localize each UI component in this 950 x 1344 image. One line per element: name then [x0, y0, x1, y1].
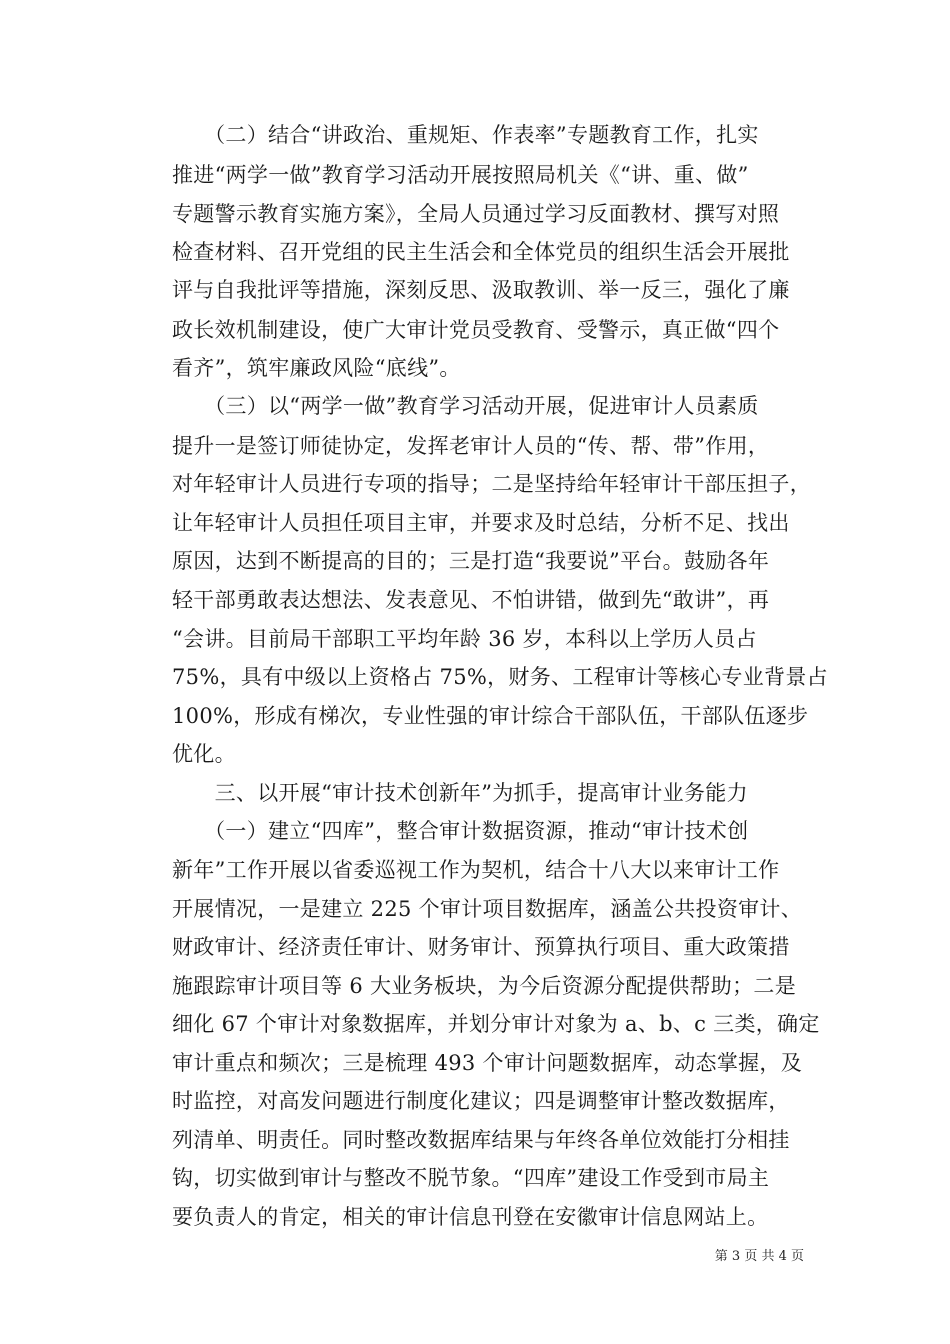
- paragraph-line: （三）以“两学一做”教育学习活动开展，促进审计人员素质: [172, 394, 759, 418]
- paragraph-line: 对年轻审计人员进行专项的指导；二是坚持给年轻审计干部压担子，: [172, 472, 811, 496]
- paragraph-line: 细化 67 个审计对象数据库，并划分审计对象为 a、b、c 三类，确定: [172, 1012, 820, 1036]
- page-number: 第 3 页 共 4 页: [714, 1249, 804, 1264]
- paragraph-line: 列清单、明责任。同时整改数据库结果与年终各单位效能打分相挂: [172, 1128, 790, 1152]
- paragraph-line: 提升一是签订师徒协定，发挥老审计人员的“传、帮、带”作用，: [172, 434, 770, 458]
- paragraph-line: 钩，切实做到审计与整改不脱节象。“四库”建设工作受到市局主: [172, 1166, 770, 1190]
- paragraph-line: （一）建立“四库”，整合审计数据资源，推动“审计技术创: [172, 819, 749, 843]
- paragraph-line: 要负责人的肯定，相关的审计信息刊登在安徽审计信息网站上。: [172, 1205, 769, 1229]
- paragraph-line: （二）结合“讲政治、重规矩、作表率”专题教育工作，扎实: [172, 123, 759, 147]
- paragraph-line: 政长效机制建设，使广大审计党员受教育、受警示，真正做“四个: [172, 318, 780, 342]
- paragraph-line: 检查材料、召开党组的民主生活会和全体党员的组织生活会开展批: [172, 240, 790, 264]
- paragraph-line: 时监控，对高发问题进行制度化建议；四是调整审计整改数据库，: [172, 1089, 790, 1113]
- paragraph-line: 专题警示教育实施方案》，全局人员通过学习反面教材、撰写对照: [172, 202, 780, 226]
- paragraph-line: 轻干部勇敢表达想法、发表意见、不怕讲错，做到先“敢讲”，再: [172, 588, 770, 612]
- paragraph-line: 让年轻审计人员担任项目主审，并要求及时总结，分析不足、找出: [172, 511, 790, 535]
- section-heading: 三、以开展“审计技术创新年”为抓手，提高审计业务能力: [172, 781, 748, 805]
- paragraph-line: “会讲。目前局干部职工平均年龄 36 岁，本科以上学历人员占: [172, 627, 757, 651]
- paragraph-line: 开展情况，一是建立 225 个审计项目数据库，涵盖公共投资审计、: [172, 897, 803, 921]
- paragraph-line: 100%，形成有梯次，专业性强的审计综合干部队伍，干部队伍逐步: [172, 704, 809, 728]
- paragraph-line: 审计重点和频次；三是梳理 493 个审计问题数据库，动态掌握，及: [172, 1051, 803, 1075]
- paragraph-line: 财政审计、经济责任审计、财务审计、预算执行项目、重大政策措: [172, 935, 790, 959]
- paragraph-line: 施跟踪审计项目等 6 大业务板块，为今后资源分配提供帮助；二是: [172, 974, 797, 998]
- paragraph-line: 评与自我批评等措施，深刻反思、汲取教训、举一反三，强化了廉: [172, 278, 790, 302]
- paragraph-line: 原因，达到不断提高的目的；三是打造“我要说”平台。鼓励各年: [172, 549, 770, 573]
- paragraph-line: 推进“两学一做”教育学习活动开展按照局机关《“讲、重、做”: [172, 163, 749, 187]
- paragraph-line: 75%，具有中级以上资格占 75%，财务、工程审计等核心专业背景占: [172, 665, 828, 689]
- paragraph-line: 看齐”，筑牢廉政风险“底线”。: [172, 356, 461, 380]
- paragraph-line: 新年”工作开展以省委巡视工作为契机，结合十八大以来审计工作: [172, 858, 780, 882]
- paragraph-line: 优化。: [172, 742, 236, 766]
